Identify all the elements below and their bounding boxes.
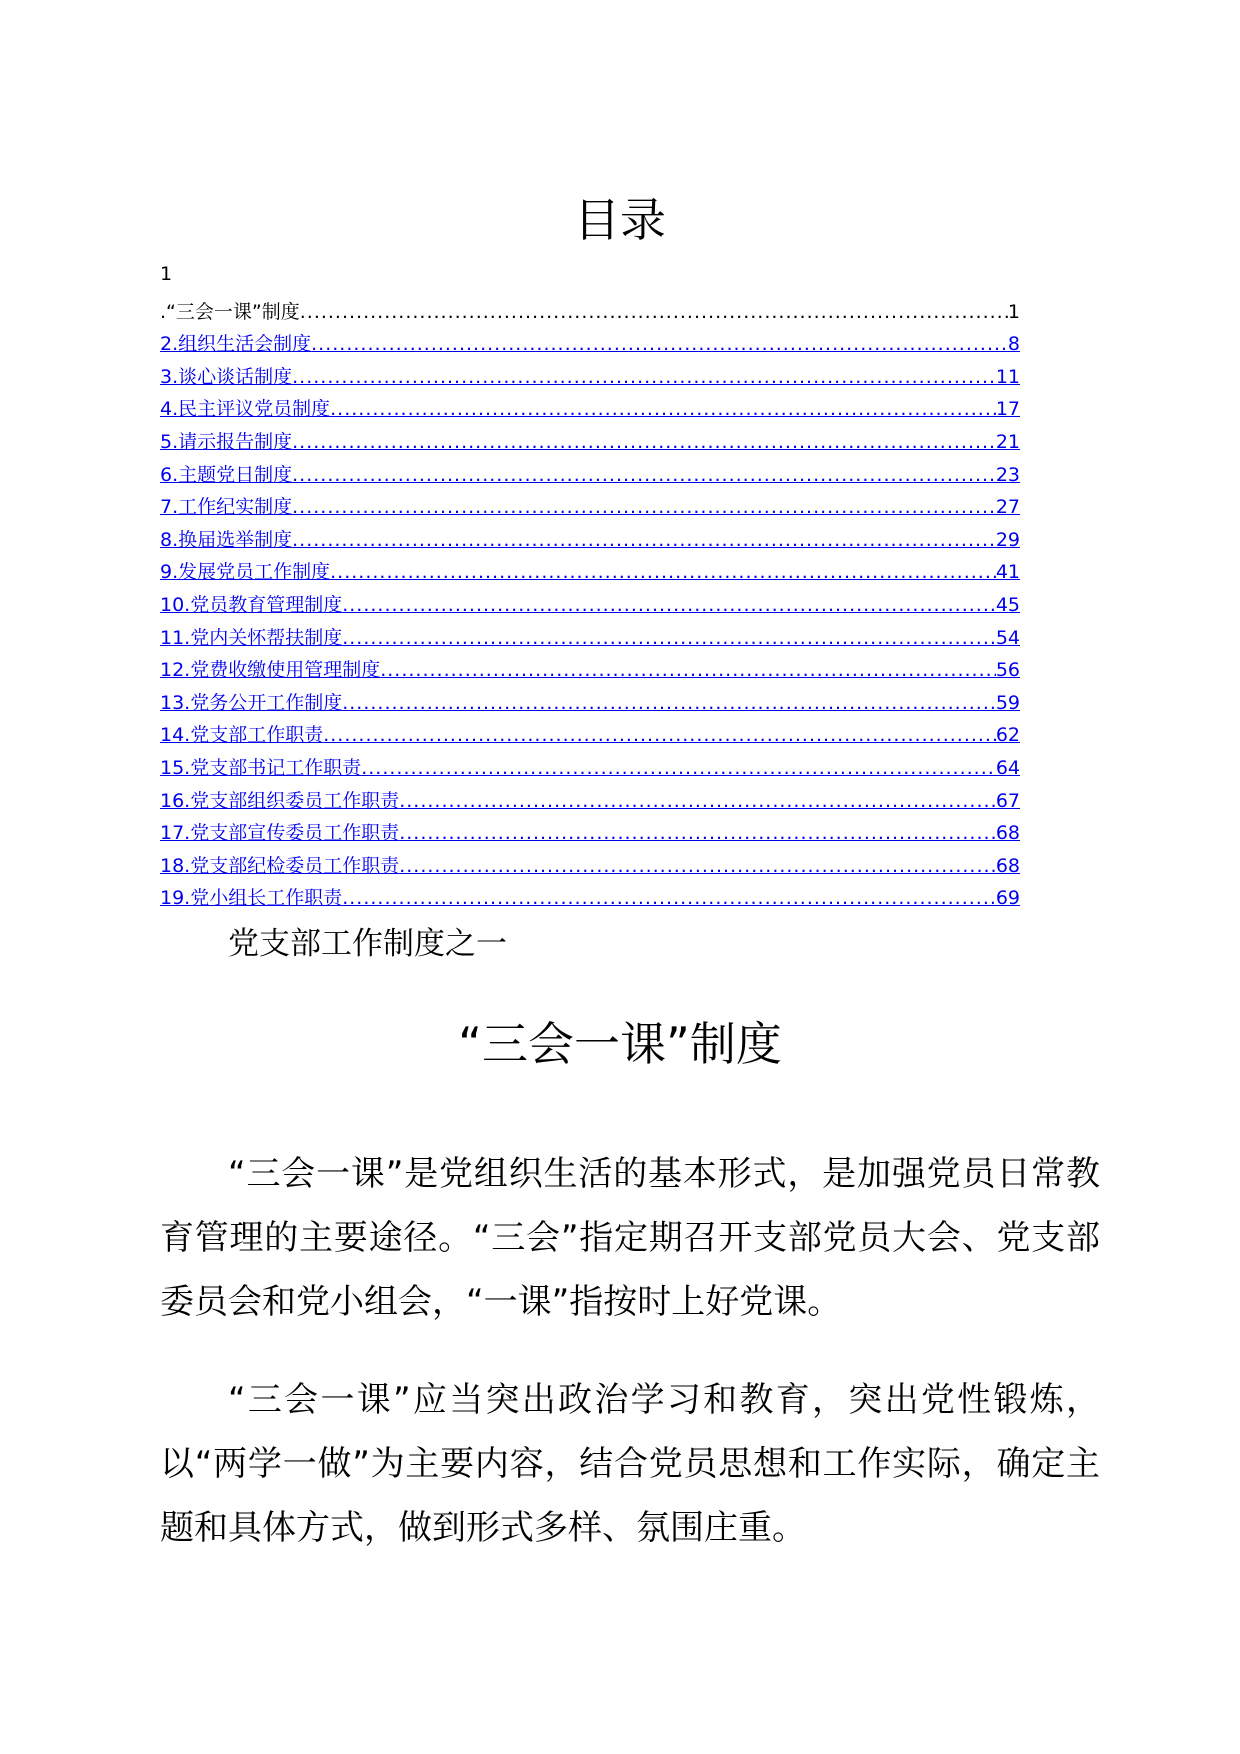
toc-leader-dots — [323, 722, 996, 748]
toc-entry-page: 17 — [995, 398, 1020, 421]
toc-entry-label: 19.党小组长工作职责 — [160, 887, 343, 910]
toc-entry-18[interactable] — [160, 846, 1020, 879]
toc-entry-page: 1 — [1007, 300, 1020, 323]
toc-entry-label: 17.党支部宣传委员工作职责 — [160, 822, 400, 845]
toc-leader-dots — [380, 657, 996, 683]
toc-entry-page: 56 — [995, 659, 1020, 682]
toc-entry-11[interactable] — [160, 618, 1020, 651]
toc-entry-page: 54 — [995, 626, 1020, 649]
section-label: 党支部工作制度之一 — [228, 926, 507, 962]
toc-entry-5[interactable] — [160, 422, 1020, 455]
toc-entry-3[interactable] — [160, 357, 1020, 390]
toc-entry-label: 5.请示报告制度 — [160, 430, 293, 453]
toc-entry-page: 21 — [995, 430, 1020, 453]
toc-entry-4[interactable] — [160, 390, 1020, 423]
toc-title: 目录 — [574, 193, 666, 247]
toc-entry-page: 62 — [995, 724, 1020, 747]
toc-leader-dots — [292, 364, 996, 390]
toc-leader-dots — [399, 820, 996, 846]
toc-entry-9[interactable] — [160, 553, 1020, 586]
toc-leader-dots — [300, 299, 1008, 325]
toc-entry-page: 29 — [995, 528, 1020, 551]
toc-entry-16[interactable] — [160, 781, 1020, 814]
toc-leader-dots — [311, 331, 1008, 357]
toc-leader-dots — [292, 494, 996, 520]
toc-leader-dots — [292, 462, 996, 488]
toc-leader-dots — [342, 625, 996, 651]
toc-entry-page: 59 — [995, 691, 1020, 714]
toc-leader-dots — [292, 527, 996, 553]
toc-entry-label: 15.党支部书记工作职责 — [160, 756, 362, 779]
toc-entry-14[interactable] — [160, 716, 1020, 749]
toc-entry-8[interactable] — [160, 520, 1020, 553]
toc-entry-10[interactable] — [160, 585, 1020, 618]
table-of-contents — [160, 292, 1020, 911]
toc-entry-label: 16.党支部组织委员工作职责 — [160, 789, 400, 812]
toc-entry-label: 14.党支部工作职责 — [160, 724, 324, 747]
toc-leader-dots — [342, 690, 996, 716]
toc-leader-dots — [399, 853, 996, 879]
toc-leader-dots — [330, 559, 996, 585]
toc-entry-1[interactable] — [160, 292, 1020, 325]
toc-entry-page: 8 — [1007, 333, 1020, 356]
toc-entry-19[interactable] — [160, 879, 1020, 912]
toc-leader-dots — [361, 755, 996, 781]
toc-leader-dots — [399, 788, 996, 814]
toc-entry-page: 23 — [995, 463, 1020, 486]
toc-entry-page: 27 — [995, 496, 1020, 519]
toc-entry-page: 68 — [995, 854, 1020, 877]
body-paragraph-1: “三会一课”是党组织生活的基本形式，是加强党员日常教育管理的主要途径。“三会”指定期召开支部党员大会、党支部委员会和党小组会，“一课”指按时上好党课。 — [160, 1154, 1100, 1322]
toc-entry-7[interactable] — [160, 488, 1020, 521]
toc-entry-page: 64 — [995, 756, 1020, 779]
toc-stray-number: 1 — [160, 263, 173, 285]
toc-entry-label: 4.民主评议党员制度 — [160, 398, 331, 421]
toc-entry-page: 45 — [995, 593, 1020, 616]
toc-entry-6[interactable] — [160, 455, 1020, 488]
toc-entry-page: 68 — [995, 822, 1020, 845]
toc-entry-page: 41 — [995, 561, 1020, 584]
body-paragraph-2: “三会一课”应当突出政治学习和教育，突出党性锻炼，以“两学一做”为主要内容，结合党员思想和工作实际，确定主题和具体方式，做到形式多样、氛围庄重。 — [160, 1380, 1100, 1548]
toc-leader-dots — [342, 885, 996, 911]
toc-entry-label: 10.党员教育管理制度 — [160, 593, 343, 616]
toc-entry-label: 18.党支部纪检委员工作职责 — [160, 854, 400, 877]
toc-entry-15[interactable] — [160, 748, 1020, 781]
toc-entry-12[interactable] — [160, 651, 1020, 684]
toc-entry-2[interactable] — [160, 325, 1020, 358]
toc-entry-label: 7.工作纪实制度 — [160, 496, 293, 519]
toc-leader-dots — [292, 429, 996, 455]
toc-entry-label: 3.谈心谈话制度 — [160, 365, 293, 388]
toc-entry-17[interactable] — [160, 814, 1020, 847]
toc-entry-label: 12.党费收缴使用管理制度 — [160, 659, 381, 682]
toc-entry-label: 9.发展党员工作制度 — [160, 561, 331, 584]
toc-entry-label: 6.主题党日制度 — [160, 463, 293, 486]
document-title: “三会一课”制度 — [458, 1017, 782, 1071]
toc-entry-label: 11.党内关怀帮扶制度 — [160, 626, 343, 649]
toc-leader-dots — [342, 592, 996, 618]
toc-entry-page: 67 — [995, 789, 1020, 812]
toc-entry-page: 11 — [995, 365, 1020, 388]
toc-entry-13[interactable] — [160, 683, 1020, 716]
toc-entry-page: 69 — [995, 887, 1020, 910]
toc-leader-dots — [330, 396, 996, 422]
toc-entry-label: 2.组织生活会制度 — [160, 333, 312, 356]
toc-entry-label: .“三会一课”制度 — [160, 300, 300, 323]
toc-entry-label: 8.换届选举制度 — [160, 528, 293, 551]
toc-entry-label: 13.党务公开工作制度 — [160, 691, 343, 714]
